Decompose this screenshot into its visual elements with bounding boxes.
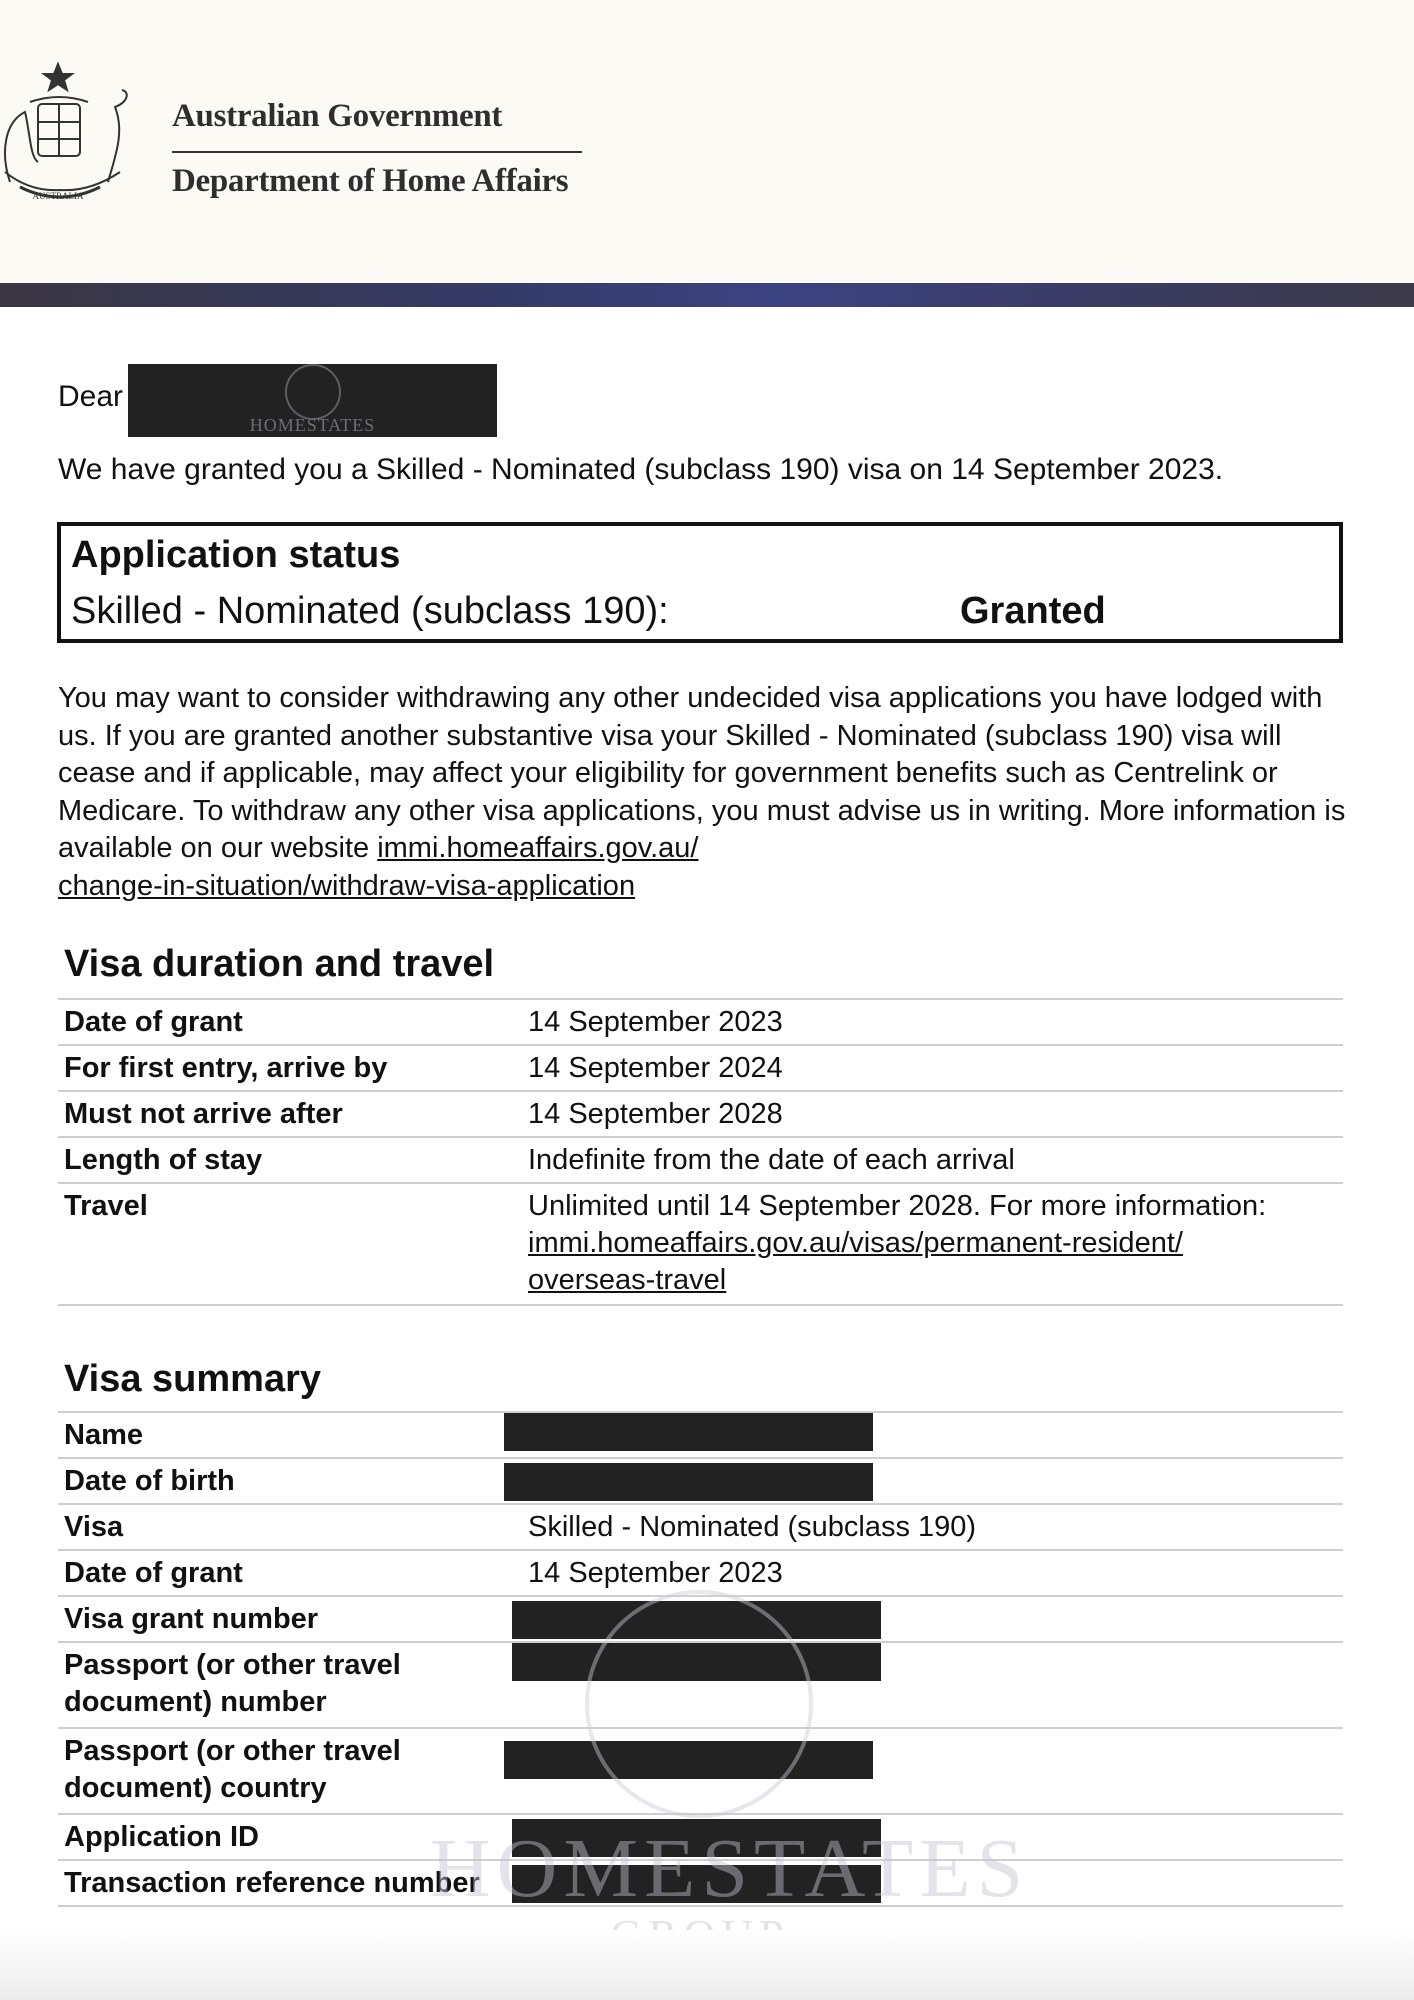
header-band: [0, 283, 1414, 307]
letterhead: [0, 0, 1414, 283]
status-visa: Skilled - Nominated (subclass 190):: [71, 590, 669, 632]
table-row: Application ID: [58, 1814, 1343, 1860]
duration-table: [58, 998, 1343, 1306]
summary-title: Visa summary: [64, 1358, 322, 1400]
redacted-field: [512, 1643, 881, 1681]
withdraw-link[interactable]: immi.homeaffairs.gov.au/ change-in-situation/withdraw-visa-application: [58, 832, 699, 902]
redacted-field: [504, 1413, 873, 1451]
table-row: Passport (or other travel document) number: [58, 1642, 1343, 1728]
table-row: Date of birth: [58, 1458, 1343, 1504]
table-row: Date of grant 14 September 2023: [58, 999, 1343, 1045]
redacted-field: [504, 1463, 873, 1501]
table-row: Visa Skilled - Nominated (subclass 190): [58, 1504, 1343, 1550]
travel-link[interactable]: immi.homeaffairs.gov.au/visas/permanent-resident/ overseas-travel: [528, 1227, 1183, 1296]
table-row: Travel Unlimited until 14 September 2028. For more information: immi.homeaffairs.gov.au/visas/permanent-resident/ overseas-travel: [58, 1183, 1343, 1305]
salutation: Dear: [58, 380, 124, 413]
redacted-field: [512, 1865, 881, 1903]
withdraw-notice: You may want to consider withdrawing any other undecided visa applications you have lodged with us. If you are granted another substantive visa your Skilled - Nominated (subclass 190) visa will cease and if applicable, may affect your eligibility for government benefits such as Centrelink or Medicare. To withdraw any other visa applications, you must advise us in writing. More information is available on our website immi.homeaffairs.gov.au/ change-in-situation/withdraw-visa-application: [58, 682, 1346, 902]
redacted-field: [504, 1741, 873, 1779]
table-row: Transaction reference number: [58, 1860, 1343, 1906]
application-status-box: [57, 522, 1343, 643]
lion-logo-icon: [285, 364, 341, 420]
table-row: Must not arrive after 14 September 2028: [58, 1091, 1343, 1137]
coat-of-arms-icon: [0, 62, 160, 207]
table-row: Date of grant 14 September 2023: [58, 1550, 1343, 1596]
status-value: Granted: [960, 590, 1106, 632]
svg-text:AUSTRALIA: AUSTRALIA: [32, 191, 84, 201]
grant-sentence: We have granted you a Skilled - Nominated (subclass 190) visa on 14 September 2023.: [58, 453, 1224, 486]
page-footer-shadow: [0, 1930, 1414, 2000]
summary-table: [58, 1411, 1343, 1907]
table-row: Visa grant number: [58, 1596, 1343, 1642]
redacted-field: [512, 1601, 881, 1639]
table-row: For first entry, arrive by 14 September 2024: [58, 1045, 1343, 1091]
header-divider: [172, 151, 582, 153]
table-row: Name: [58, 1412, 1343, 1458]
small-watermark: HOMESTATES: [128, 364, 497, 437]
government-title: Australian Government: [172, 98, 503, 134]
redacted-field: [512, 1819, 881, 1857]
department-title: Department of Home Affairs: [172, 163, 569, 199]
table-row: Passport (or other travel document) country: [58, 1728, 1343, 1814]
duration-title: Visa duration and travel: [64, 943, 495, 985]
table-row: Length of stay Indefinite from the date of each arrival: [58, 1137, 1343, 1183]
status-title: Application status: [71, 534, 401, 576]
homestates-watermark: HOMESTATES: [430, 1580, 970, 1960]
